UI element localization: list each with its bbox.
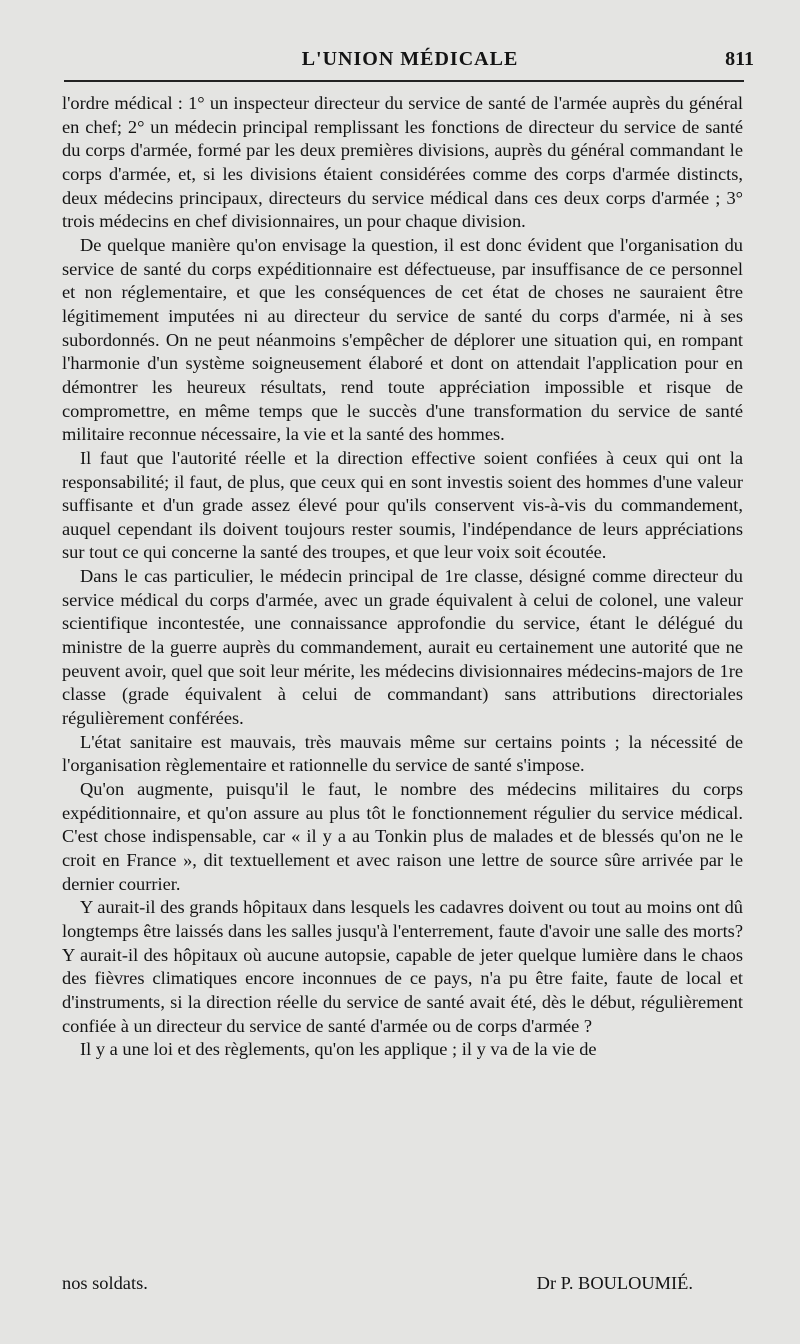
paragraph-5: L'état sanitaire est mauvais, très mauvais même sur certains points ; la nécessité de l'organisation règlementaire et rationnelle du service de santé s'impose. — [62, 731, 743, 776]
running-header — [60, 48, 760, 74]
signature-line — [62, 1273, 743, 1297]
paragraph-2: De quelque manière qu'on envisage la question, il est donc évident que l'organisation du service de santé du corps expéditionnaire est défectueuse, par insuffisance de ce personnel et non réglementaire, et que les conséquences de cet état de choses ne sauraient être légitimement imputées ni au directeur du service de santé du corps d'armée, ni à ses subordonnés. On ne peut néanmoins s'empêcher de déplorer une situation qui, en rompant l'harmonie d'un système soigneusement élaboré et dont on attendait l'application pour en démontrer les heureux résultats, rend toute appréciation impossible et risque de compromettre, en même temps que le succès d'une transformation du service de santé militaire reconnue nécessaire, la vie et la santé des hommes. — [62, 234, 743, 445]
paragraph-4: Dans le cas particulier, le médecin principal de 1re classe, désigné comme directeur du service médical du corps d'armée, avec un grade équivalent à celui de colonel, une valeur scientifique incontestée, une connaissance approfondie du service, étant le délégué du ministre de la guerre auprès du commandement, aurait eu certainement une autorité que ne peuvent avoir, quel que soit leur mérite, les médecins divisionnaires médecins-majors de 1re classe (grade équivalent à celui de commandant) sans attributions directoriales régulièrement conférées. — [62, 566, 743, 729]
page-number: 811 — [725, 48, 754, 70]
journal-title: L'UNION MÉDICALE — [301, 48, 519, 70]
paragraph-7: Y aurait-il des grands hôpitaux dans lesquels les cadavres doivent ou tout au moins ont dû longtemps être laissés dans les salles jusqu'à l'enterrement, faute d'avoir une salle des morts? Y aurait-il des hôpitaux où aucune autopsie, capable de jeter quelque lumière dans le chaos des fièvres climatiques encore inconnues de ce pays, n'a pu être faite, faute de local et d'instruments, si la direction réelle du service de santé avait été, dès le début, régulièrement confiée à un directeur du service de santé d'armée ou de corps d'armée ? — [62, 897, 744, 1036]
header-rule — [64, 80, 744, 82]
paragraph-1: l'ordre médical : 1° un inspecteur directeur du service de santé de l'armée auprès du général en chef; 2° un médecin principal remplissant les fonctions de directeur du service de santé du corps d'armée, formé par les deux premières divisions, auprès du général commandant le corps d'armée, et, si les divisions étaient considérées comme des corps d'armée distincts, deux médecins principaux, directeurs du service médical dans ces deux corps d'armée ; 3° trois médecins en chef divisionnaires, un pour chaque division. — [62, 93, 743, 232]
paragraph-8: Il y a une loi et des règlements, qu'on les applique ; il y va de la vie de — [80, 1039, 597, 1060]
author-signature: Dr P. BOULOUMIÉ. — [536, 1273, 693, 1293]
article-body — [62, 92, 743, 1062]
closing-text: nos soldats. — [62, 1273, 148, 1293]
paragraph-6: Qu'on augmente, puisqu'il le faut, le nombre des médecins militaires du corps expéditionnaire, et qu'on assure au plus tôt le fonctionnement régulier du service médical. C'est chose indispensable, car « il y a au Tonkin plus de malades et de blessés qu'on ne le croit en France », dit textuellement et avec raison une lettre de source sûre arrivée par le dernier courrier. — [62, 779, 743, 894]
paragraph-3: Il faut que l'autorité réelle et la direction effective soient confiées à ceux qui ont la responsabilité; il faut, de plus, que ceux qui en sont investis soient des hommes d'une valeur suffisante et d'un grade assez élevé pour qu'ils conservent vis-à-vis du commandement, auquel cependant ils doivent toujours rester soumis, l'indépendance de leurs appréciations sur tout ce qui concerne la santé des troupes, et que leur voix soit écoutée. — [62, 447, 743, 563]
